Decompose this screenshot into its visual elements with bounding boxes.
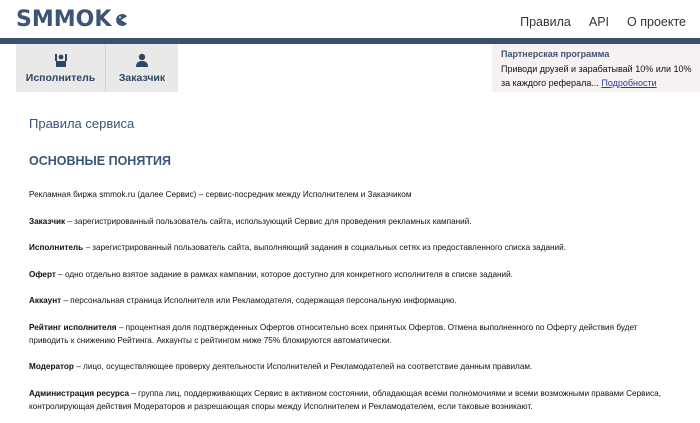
nav-rules-link[interactable]: Правила <box>520 15 571 29</box>
rules-content <box>29 188 669 423</box>
definition-term: Заказчик <box>29 216 66 226</box>
definition-term: Администрация ресурса <box>29 388 130 398</box>
partner-program-box <box>492 44 700 92</box>
definition-text: Рекламная биржа smmok.ru (далее Сервис) – сервис-посредник между Исполнителем и Заказчиком <box>29 190 412 199</box>
definition-text: – группа лиц, поддерживающих Сервис в активном состоянии, обладающая всеми полномочиями и всеми возможными правами Сервиса, контролирующая действия Модераторов и разрешающая споры между Исполнителем и Рекламодателем, если таковые возникают. <box>29 388 661 411</box>
top-bar <box>0 0 700 38</box>
definition-item <box>29 360 669 373</box>
role-tabs <box>16 44 178 92</box>
definition-text: – одно отдельно взятое задание в рамках кампании, которое доступно для конкретного исполнителя в списке заданий. <box>55 269 513 279</box>
page-title: Правила сервиса <box>29 116 135 131</box>
definition-text: – лицо, осуществляющее проверку деятельности Исполнителей и Рекламодателей на соответствие данным правилам. <box>73 362 533 371</box>
definition-term: Исполнитель <box>29 243 84 252</box>
top-nav <box>520 15 686 29</box>
definition-item <box>29 215 669 228</box>
tab-customer[interactable] <box>106 44 178 92</box>
definition-text: – процентная доля подтвержденных Офертов относительно всех принятых Офертов. Отмена выполненного по Оферту действия будет приводить к снижению Рейтинга. Аккаунты с рейтингом ниже 75% блокируются автоматически. <box>29 322 638 345</box>
partner-details-link[interactable]: Подробности <box>601 78 657 88</box>
definition-text: – персональная страница Исполнителя или Рекламодателя, содержащая персональную информацию. <box>61 296 457 305</box>
definition-item <box>29 268 669 281</box>
definition-text: – зарегистрированный пользователь сайта, выполняющий задания в социальных сетях из предоставленного списка заданий. <box>83 243 566 252</box>
definition-item <box>29 294 669 307</box>
logo-text: SMMOK <box>16 7 112 32</box>
partner-text <box>501 62 700 90</box>
definition-term: Рейтинг исполнителя <box>29 322 117 332</box>
partner-description: Приводи друзей и зарабатывай 10% или 10% за каждого реферала... <box>501 64 692 88</box>
tab-performer-label: Исполнитель <box>25 72 96 84</box>
definition-text: – зарегистрированный пользователь сайта, использующий Сервис для проведения рекламных кампаний. <box>65 216 472 226</box>
pacman-icon <box>114 13 128 27</box>
user-icon <box>134 52 150 68</box>
partner-title: Партнерская программа <box>501 49 610 59</box>
tab-performer[interactable] <box>16 44 106 92</box>
nav-api-link[interactable]: API <box>588 15 610 29</box>
section-title: ОСНОВНЫЕ ПОНЯТИЯ <box>29 154 171 168</box>
definition-term: Оферт <box>29 269 56 279</box>
tab-customer-label: Заказчик <box>118 72 166 84</box>
definition-item <box>29 188 669 201</box>
definition-term: Модератор <box>29 362 74 371</box>
definition-term: Аккаунт <box>29 296 62 305</box>
definition-item <box>29 387 669 413</box>
nav-about-link[interactable]: О проекте <box>627 15 686 29</box>
definition-item <box>29 241 669 254</box>
definition-item <box>29 321 669 347</box>
logo[interactable] <box>16 8 128 32</box>
performer-icon <box>53 52 69 68</box>
